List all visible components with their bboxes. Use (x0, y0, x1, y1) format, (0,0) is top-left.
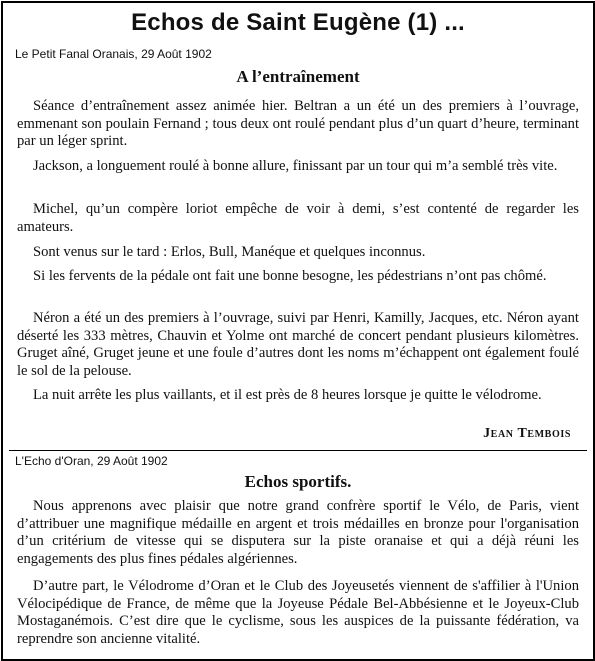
page-title: Echos de Saint Eugène (1) ... (131, 9, 465, 36)
article1-paragraph-5: Si les fervents de la pédale ont fait une bonne besogne, les pédestrians n’ont pas chômé. (33, 268, 547, 284)
article1-paragraph-7: La nuit arrête les plus vaillants, et il est près de 8 heures lorsque je quitte le vélodrome. (33, 387, 542, 403)
article1-paragraph-1: Séance d’entraînement assez animée hier. Beltran a un été un des premiers à l’ouvrage, emmenant son poulain Fernand ; tous deux ont roulé pendant plus d’un quart d’heure, terminant par un léger sprint. (17, 98, 579, 150)
article1-source: Le Petit Fanal Oranais, 29 Août 1902 (15, 47, 212, 61)
article1-paragraph-3: Michel, qu’un compère loriot empêche de voir à demi, s’est contenté de regarder les amateurs. (17, 201, 579, 235)
article2-heading: Echos sportifs. (244, 472, 352, 491)
document-frame (1, 1, 595, 661)
article2-paragraph-1: Nous apprenons avec plaisir que notre grand confrère sportif le Vélo, de Paris, vient d’attribuer une magnifique médaille en argent et trois médailles en bronze pour l'organisation d’un critérium de vitesse qui se disputera sur la piste oranaise et qui a déjà réuni les engagements des plus fines pédales algériennes. (17, 498, 579, 567)
article1-signature: Jean Tembois (483, 426, 571, 441)
article1-heading: A l’entraînement (236, 67, 360, 86)
section-divider (9, 450, 587, 451)
article1-paragraph-6: Néron a été un des premiers à l’ouvrage, suivi par Henri, Kamilly, Jacques, etc. Néron ayant déserté les 333 mètres, Chauvin et Yolme ont marché de concert pendant plusieurs kilomètres. Gruget aîné, Gruget jeune et une foule d’autres dont les noms m’échappent ont également foulé le sol de la pelouse. (17, 310, 579, 379)
article1-paragraph-4: Sont venus sur le tard : Erlos, Bull, Manéque et quelques inconnus. (33, 244, 426, 260)
article1-paragraph-2: Jackson, a longuement roulé à bonne allure, finissant par un tour qui m’a semblé très vite. (33, 158, 558, 174)
article2-paragraph-2: D’autre part, le Vélodrome d’Oran et le Club des Joyeusetés viennent de s'affilier à l'Union Vélocipédique de France, de même que la Joyeuse Pédale Bel-Abbésienne et le Joyeux-Club Mostaganémois. C’est dire que le cyclisme, sous les auspices de la puissante fédération, va reprendre son ancienne vitalité. (17, 578, 579, 647)
article2-source: L'Echo d'Oran, 29 Août 1902 (15, 454, 168, 468)
